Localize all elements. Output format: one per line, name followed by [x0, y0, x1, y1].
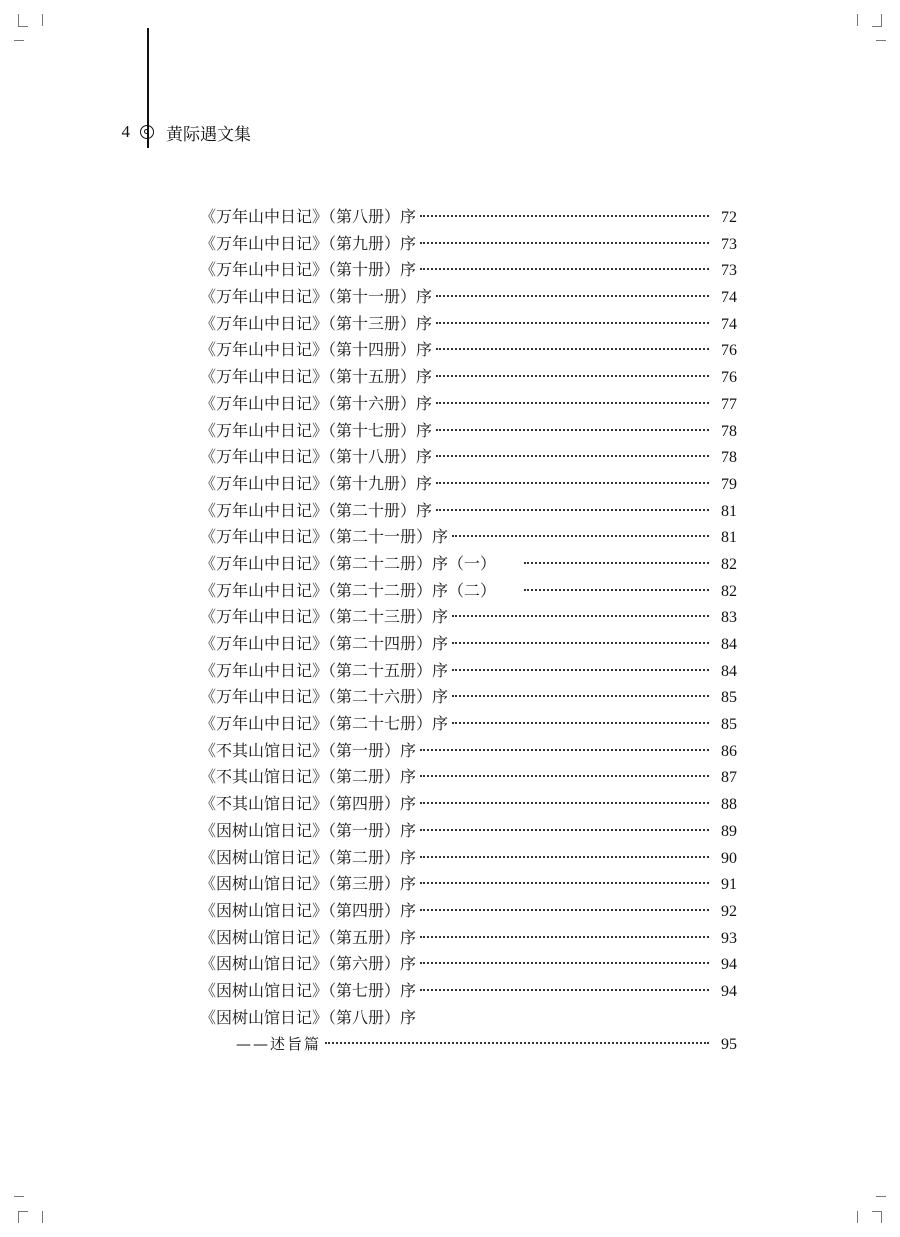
crop-mark: [872, 1211, 882, 1212]
toc-entry-page: 85: [721, 689, 737, 707]
toc-entry-page: 78: [721, 449, 737, 467]
dot-leader: [436, 375, 709, 377]
table-of-contents: [200, 204, 737, 1058]
crop-mark: [18, 14, 19, 26]
toc-entry: [200, 498, 737, 525]
dot-leader: [420, 749, 709, 751]
toc-entry: [200, 204, 737, 231]
dot-leader: [420, 989, 709, 991]
dot-leader: [452, 535, 709, 537]
toc-entry-title: 《万年山中日记》（第十三册）序: [200, 313, 433, 333]
toc-entry-page: 95: [721, 1036, 737, 1054]
crop-mark: [42, 14, 43, 26]
toc-entry-page: 77: [721, 395, 737, 413]
toc-entry: [200, 711, 737, 738]
crop-mark: [881, 14, 882, 26]
toc-entry: [200, 631, 737, 658]
toc-entry-title: 《不其山馆日记》（第二册）序: [200, 767, 417, 787]
dot-leader: [420, 242, 709, 244]
toc-entry: [200, 551, 737, 578]
toc-entry: [200, 1031, 737, 1058]
toc-entry: [200, 658, 737, 685]
crop-mark: [18, 1211, 28, 1212]
toc-entry-page: 84: [721, 636, 737, 653]
dot-leader: [436, 295, 709, 297]
toc-entry: [200, 951, 737, 978]
book-title: 黄际遇文集: [166, 124, 251, 145]
toc-entry-title: 《万年山中日记》（第二十五册）序: [200, 660, 449, 680]
dot-leader: [420, 215, 709, 217]
dot-leader: [436, 402, 709, 404]
toc-entry-title: 《因树山馆日记》（第五册）序: [200, 927, 417, 947]
toc-entry-page: 84: [721, 662, 737, 680]
toc-entry-title: 《万年山中日记》（第二十七册）序: [200, 714, 449, 734]
toc-entry-page: 86: [721, 742, 737, 760]
dot-leader: [420, 882, 709, 884]
toc-entry-page: 88: [721, 796, 737, 814]
dot-leader: [420, 829, 709, 831]
toc-entry-page: 81: [721, 502, 737, 520]
toc-entry-title: 《万年山中日记》（第二十六册）序: [200, 687, 449, 707]
toc-entry: [200, 871, 737, 898]
toc-entry: [200, 845, 737, 872]
dot-leader: [420, 802, 709, 804]
dot-leader: [452, 722, 709, 724]
toc-entry-title: 《因树山馆日记》（第七册）序: [200, 980, 417, 1000]
toc-entry-title: 《不其山馆日记》（第四册）序: [200, 794, 417, 814]
toc-entry-page: 81: [721, 529, 737, 547]
toc-entry-page: 85: [721, 716, 737, 734]
crop-mark: [18, 1211, 19, 1223]
crop-mark: [18, 26, 28, 27]
toc-entry-page: 76: [721, 369, 737, 387]
running-header: [110, 120, 251, 144]
toc-entry-title: 《因树山馆日记》（第八册）序: [200, 1007, 417, 1027]
toc-entry-title: 《万年山中日记》（第二十册）序: [200, 500, 433, 520]
toc-entry-page: 76: [721, 342, 737, 360]
toc-entry-title: 《万年山中日记》（第十六册）序: [200, 393, 433, 413]
toc-entry-page: 90: [721, 849, 737, 867]
toc-entry-page: 93: [721, 929, 737, 947]
crop-mark: [857, 14, 858, 26]
dot-leader: [420, 909, 709, 911]
toc-entry-page: 82: [721, 555, 737, 573]
toc-entry: [200, 818, 737, 845]
toc-entry-page: 74: [721, 315, 737, 333]
crop-mark: [876, 40, 886, 41]
crop-mark: [872, 26, 882, 27]
toc-entry: [200, 738, 737, 765]
toc-entry-title: 《因树山馆日记》（第六册）序: [200, 954, 417, 974]
toc-entry-page: 73: [721, 262, 737, 280]
dot-leader: [420, 775, 709, 777]
toc-entry: [200, 791, 737, 818]
toc-entry: [200, 898, 737, 925]
toc-entry-page: 94: [721, 956, 737, 974]
circle-ornament-icon: [140, 125, 154, 139]
toc-entry: [200, 1005, 737, 1032]
crop-mark: [14, 40, 24, 41]
toc-entry: [200, 684, 737, 711]
dot-leader: [436, 429, 709, 431]
toc-entry-title: 《万年山中日记》（第十九册）序: [200, 473, 433, 493]
toc-entry-page: 72: [721, 209, 737, 226]
dot-leader: [452, 642, 709, 644]
dot-leader: [524, 562, 709, 564]
toc-entry: [200, 418, 737, 445]
toc-entry: [200, 471, 737, 498]
toc-entry-title: 《万年山中日记》（第二十一册）序: [200, 527, 449, 547]
toc-entry-title: 《万年山中日记》（第二十四册）序: [200, 634, 449, 653]
dot-leader: [420, 936, 709, 938]
toc-entry-title: 《因树山馆日记》（第一册）序: [200, 820, 417, 840]
toc-entry: [200, 364, 737, 391]
dot-leader: [420, 856, 709, 858]
toc-entry: [200, 284, 737, 311]
toc-entry: [200, 311, 737, 338]
toc-entry-page: 89: [721, 822, 737, 840]
toc-entry: [200, 578, 737, 605]
toc-entry-title: 《万年山中日记》（第十四册）序: [200, 340, 433, 360]
toc-entry-title: ——述旨篇: [236, 1035, 322, 1054]
crop-mark: [14, 1196, 24, 1197]
toc-entry-title: 《万年山中日记》（第十八册）序: [200, 447, 433, 467]
dot-leader: [524, 589, 709, 591]
toc-entry: [200, 604, 737, 631]
dot-leader: [436, 509, 709, 511]
toc-entry: [200, 231, 737, 258]
page-number: 4: [121, 122, 130, 141]
toc-entry-title: 《因树山馆日记》（第三册）序: [200, 874, 417, 894]
toc-entry-title: 《万年山中日记》（第十七册）序: [200, 420, 433, 440]
toc-entry: [200, 337, 737, 364]
toc-entry: [200, 444, 737, 471]
toc-entry-page: 73: [721, 235, 737, 253]
toc-entry-page: 82: [721, 582, 737, 600]
crop-mark: [857, 1211, 858, 1223]
toc-entry: [200, 257, 737, 284]
dot-leader: [452, 669, 709, 671]
toc-entry: [200, 978, 737, 1005]
dot-leader: [420, 962, 709, 964]
toc-entry: [200, 391, 737, 418]
toc-entry-page: 91: [721, 876, 737, 894]
crop-mark: [42, 1211, 43, 1223]
dot-leader: [325, 1042, 709, 1044]
toc-entry: [200, 925, 737, 952]
toc-entry-title: 《万年山中日记》（第二十三册）序: [200, 607, 449, 627]
toc-entry-title: 《因树山馆日记》（第四册）序: [200, 900, 417, 920]
toc-entry-title: 《因树山馆日记》（第二册）序: [200, 847, 417, 867]
crop-mark: [881, 1211, 882, 1223]
dot-leader: [452, 695, 709, 697]
toc-entry-page: 79: [721, 475, 737, 493]
toc-entry: [200, 524, 737, 551]
toc-entry-title: 《万年山中日记》（第十册）序: [200, 260, 417, 280]
toc-entry-title: 《万年山中日记》（第十一册）序: [200, 287, 433, 307]
toc-entry-title: 《万年山中日记》（第九册）序: [200, 233, 417, 253]
toc-entry: [200, 764, 737, 791]
dot-leader: [436, 482, 709, 484]
dot-leader: [436, 322, 709, 324]
toc-entry-page: 78: [721, 422, 737, 440]
dot-leader: [436, 455, 709, 457]
dot-leader: [452, 615, 709, 617]
crop-mark: [876, 1196, 886, 1197]
toc-entry-title: 《万年山中日记》（第二十二册）序（一）: [200, 553, 497, 573]
toc-entry-title: 《不其山馆日记》（第一册）序: [200, 740, 417, 760]
toc-entry-title: 《万年山中日记》（第八册）序: [200, 207, 417, 226]
toc-entry-title: 《万年山中日记》（第二十二册）序（二）: [200, 580, 497, 600]
toc-entry-title: 《万年山中日记》（第十五册）序: [200, 367, 433, 387]
toc-entry-page: 74: [721, 289, 737, 307]
toc-entry-page: 83: [721, 609, 737, 627]
dot-leader: [420, 268, 709, 270]
toc-entry-page: 92: [721, 902, 737, 920]
dot-leader: [436, 348, 709, 350]
toc-entry-page: 94: [721, 982, 737, 1000]
toc-entry-page: 87: [721, 769, 737, 787]
